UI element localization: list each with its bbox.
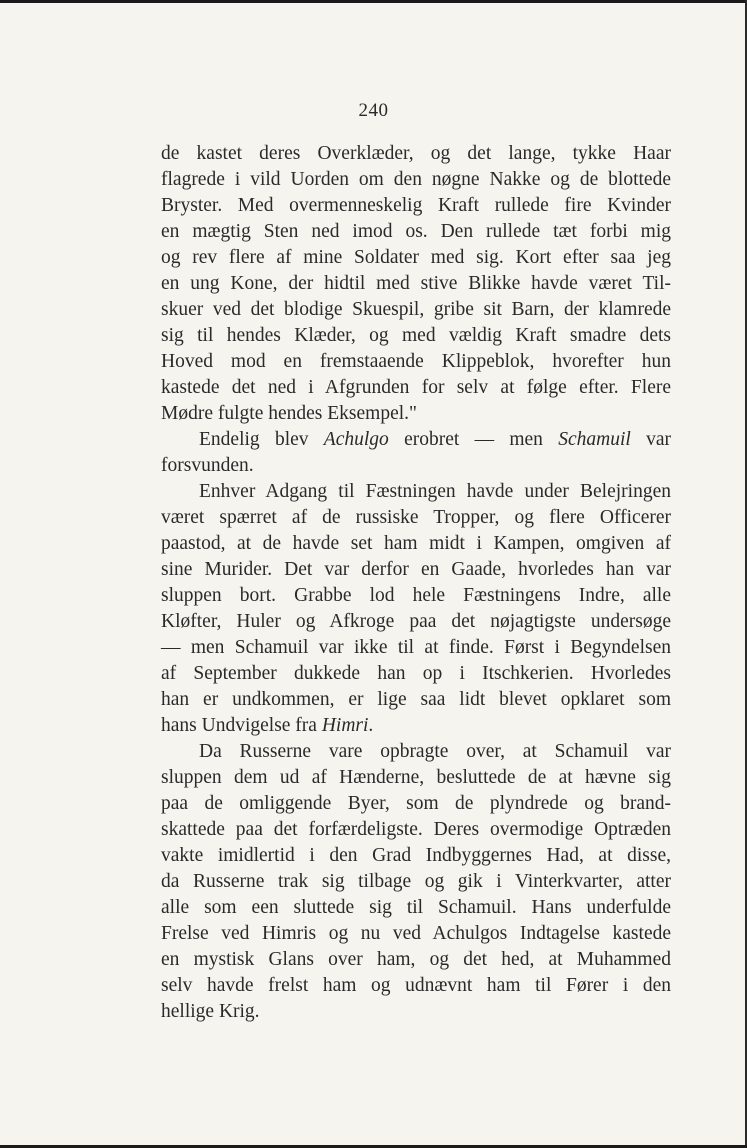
text-segment: var xyxy=(630,429,671,450)
text-segment: . xyxy=(368,715,374,736)
text-line: Mødre fulgte hendes Eksempel." xyxy=(161,403,417,424)
place-name-italic: Himri xyxy=(321,715,369,736)
text-line: han er undkommen, er lige saa lidt blevet opklaret som xyxy=(161,689,671,710)
text-line: Bryster. Med overmenneskelig Kraft rullede fire Kvinder xyxy=(161,195,671,216)
text-line: da Russerne trak sig tilbage og gik i Vinterkvarter, atter xyxy=(161,871,671,892)
text-line: Kløfter, Huler og Afkroge paa det nøjagtigste undersøge xyxy=(161,611,671,632)
text-line: sig til hendes Klæder, og med vældig Kraft smadre dets xyxy=(161,325,671,346)
paragraph-4 xyxy=(161,739,671,1025)
text-line xyxy=(161,427,671,453)
text-line: skattede paa det forfærdeligste. Deres overmodige Optræden xyxy=(161,819,671,840)
text-line: en mystisk Glans over ham, og det hed, at Muhammed xyxy=(161,949,671,970)
paragraph-2 xyxy=(161,427,671,479)
text-line: paastod, at de havde set ham midt i Kampen, omgiven af xyxy=(161,533,671,554)
text-line: flagrede i vild Uorden om den nøgne Nakke og de blottede xyxy=(161,169,671,190)
text-line: og rev flere af mine Soldater med sig. Kort efter saa jeg xyxy=(161,247,671,268)
text-line: en mægtig Sten ned imod os. Den rullede tæt forbi mig xyxy=(161,221,671,242)
paragraph-1 xyxy=(161,141,671,427)
text-line: de kastet deres Overklæder, og det lange, tykke Haar xyxy=(161,143,671,164)
text-line: hellige Krig. xyxy=(161,1001,260,1022)
text-line: skuer ved det blodige Skuespil, gribe sit Barn, der klamrede xyxy=(161,299,671,320)
text-line: af September dukkede han op i Itschkerien. Hvorledes xyxy=(161,663,671,684)
page-number: 240 xyxy=(358,100,389,121)
text-line: selv havde frelst ham og udnævnt ham til Fører i den xyxy=(161,975,671,996)
text-line: en ung Kone, der hidtil med stive Blikke havde været Til- xyxy=(161,273,671,294)
text-segment: erobret — men xyxy=(388,429,559,450)
text-line: kastede det ned i Afgrunden for selv at følge efter. Flere xyxy=(161,377,671,398)
text-line: — men Schamuil var ikke til at finde. Først i Begyndelsen xyxy=(161,637,671,658)
text-line: vakte imidlertid i den Grad Indbyggernes Had, at disse, xyxy=(161,845,671,866)
text-line xyxy=(161,713,671,739)
text-line: paa de omliggende Byer, som de plyndrede og brand- xyxy=(161,793,671,814)
text-line: Frelse ved Himris og nu ved Achulgos Indtagelse kastede xyxy=(161,923,671,944)
text-segment: hans Undvigelse fra xyxy=(161,715,322,736)
text-line: sluppen bort. Grabbe lod hele Fæstningens Indre, alle xyxy=(161,585,671,606)
top-scan-edge xyxy=(0,0,747,3)
text-line: alle som een sluttede sig til Schamuil. Hans underfulde xyxy=(161,897,671,918)
paragraph-3 xyxy=(161,479,671,739)
person-name-italic: Schamuil xyxy=(558,429,631,450)
text-line: Hoved mod en fremstaaende Klippeblok, hvorefter hun xyxy=(161,351,671,372)
text-line: været spærret af de russiske Tropper, og flere Officerer xyxy=(161,507,671,528)
body-text xyxy=(161,141,671,1025)
text-line: sine Murider. Det var derfor en Gaade, hvorledes han var xyxy=(161,559,671,580)
text-line: forsvunden. xyxy=(161,455,254,476)
text-line: sluppen dem ud af Hænderne, besluttede de at hævne sig xyxy=(161,767,671,788)
text-line: Enhver Adgang til Fæstningen havde under Belejringen xyxy=(199,481,671,502)
place-name-italic: Achulgo xyxy=(323,429,389,450)
text-line: Da Russerne vare opbragte over, at Schamuil var xyxy=(199,741,671,762)
text-segment: Endelig blev xyxy=(199,429,324,450)
